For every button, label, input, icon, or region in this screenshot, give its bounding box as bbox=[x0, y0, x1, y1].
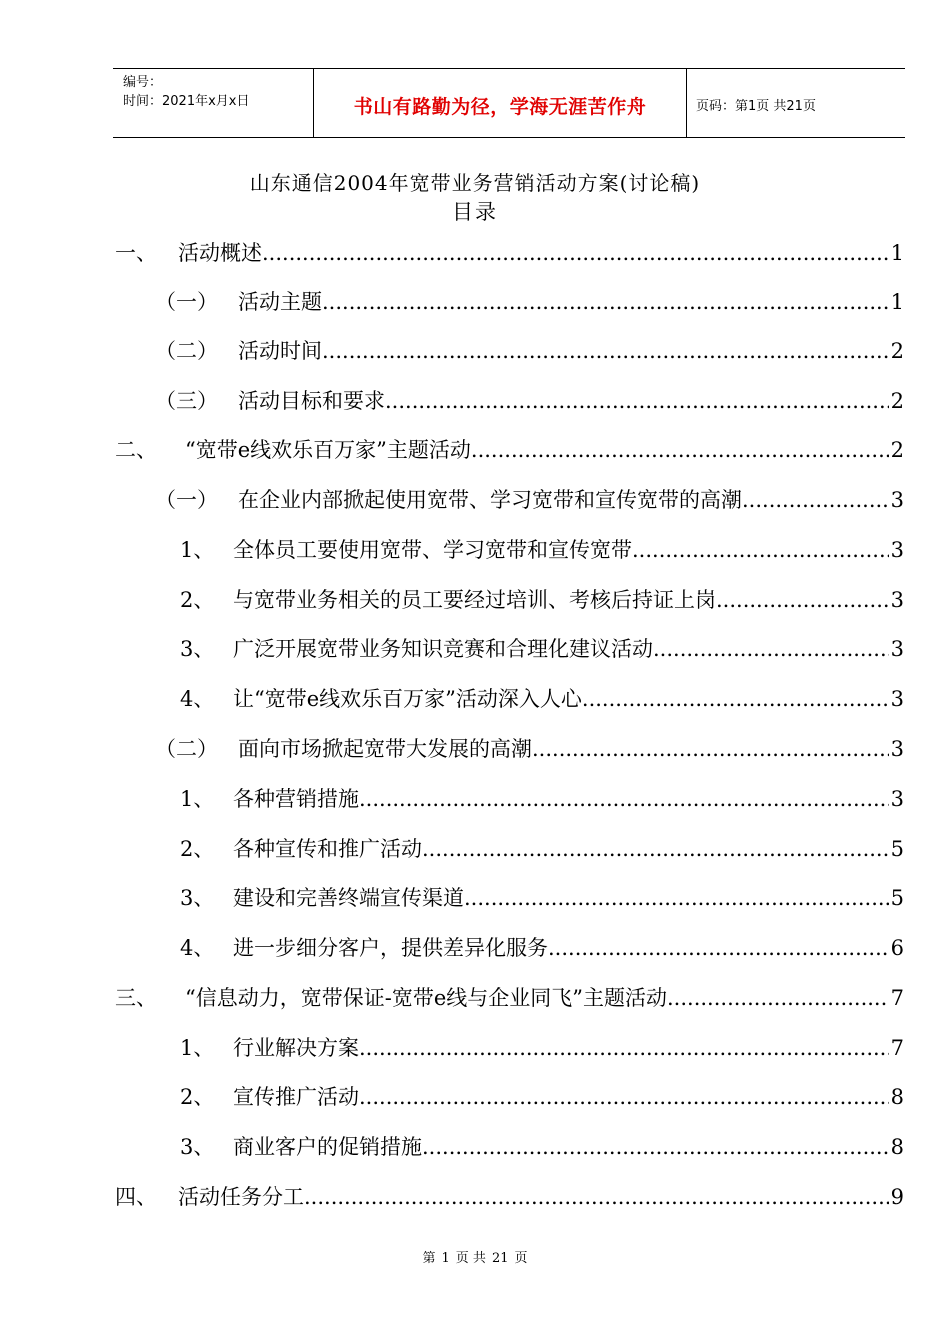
toc-entry-text: 活动目标和要求 bbox=[238, 389, 385, 413]
toc-entry[interactable] bbox=[155, 336, 904, 366]
toc-entry[interactable] bbox=[115, 435, 904, 465]
toc-entry-page: 3 bbox=[890, 488, 904, 512]
toc-leader bbox=[742, 485, 889, 515]
toc-entry-text: 行业解决方案 bbox=[233, 1036, 359, 1060]
toc-entry-text: 与宽带业务相关的员工要经过培训、考核后持证上岗 bbox=[233, 588, 716, 612]
toc-leader bbox=[385, 386, 889, 416]
toc-entry[interactable] bbox=[180, 634, 904, 664]
toc-entry[interactable] bbox=[155, 287, 904, 317]
toc-leader bbox=[262, 238, 889, 268]
toc-leader bbox=[464, 883, 889, 913]
toc-leader bbox=[422, 1132, 889, 1162]
toc-leader bbox=[304, 1182, 889, 1212]
toc-entry-text: 活动概述 bbox=[178, 241, 262, 265]
toc-entry-number: 3、 bbox=[180, 886, 215, 910]
toc-entry-number: 1、 bbox=[180, 1036, 215, 1060]
toc-entry-text: 活动时间 bbox=[238, 339, 322, 363]
toc-entry-text: 让“宽带e线欢乐百万家”活动深入人心 bbox=[233, 687, 582, 711]
toc-leader bbox=[359, 1033, 889, 1063]
toc-entry-number: （三） bbox=[155, 389, 218, 413]
toc-leader bbox=[632, 535, 889, 565]
toc-entry-text: 活动主题 bbox=[238, 290, 322, 314]
toc-entry-page: 3 bbox=[890, 588, 904, 612]
toc-leader bbox=[422, 834, 889, 864]
toc-entry-number: （二） bbox=[155, 339, 218, 363]
toc-leader bbox=[359, 1082, 889, 1112]
toc-entry-number: 3、 bbox=[180, 1135, 215, 1159]
toc-entry-number: 3、 bbox=[180, 637, 215, 661]
toc-entry-number: （二） bbox=[155, 737, 218, 761]
toc-entry[interactable] bbox=[180, 535, 904, 565]
toc-entry-text: 广泛开展宽带业务知识竞赛和合理化建议活动 bbox=[233, 637, 653, 661]
toc-entry[interactable] bbox=[155, 734, 904, 764]
toc-entry-text: 建设和完善终端宣传渠道 bbox=[233, 886, 464, 910]
toc-leader bbox=[359, 784, 889, 814]
toc-entry-page: 7 bbox=[890, 1036, 904, 1060]
toc-entry[interactable] bbox=[115, 1182, 904, 1212]
footer-total-pages: 21 bbox=[491, 1251, 509, 1266]
toc-leader bbox=[548, 933, 889, 963]
toc-entry-number: 2、 bbox=[180, 1085, 215, 1109]
toc-entry[interactable] bbox=[180, 883, 904, 913]
toc-entry-page: 9 bbox=[890, 1185, 904, 1209]
header-motto: 书山有路勤为径，学海无涯苦作舟 bbox=[314, 69, 687, 137]
footer-prefix: 第 bbox=[422, 1251, 436, 1266]
toc-entry-page: 2 bbox=[890, 339, 904, 363]
toc-entry-page: 1 bbox=[890, 290, 904, 314]
toc-entry-page: 1 bbox=[890, 241, 904, 265]
toc-entry-number: 4、 bbox=[180, 687, 215, 711]
toc-entry-number: 4、 bbox=[180, 936, 215, 960]
toc-leader bbox=[322, 336, 889, 366]
toc-entry-page: 3 bbox=[890, 538, 904, 562]
toc-entry[interactable] bbox=[115, 983, 904, 1013]
toc-entry-text: 活动任务分工 bbox=[178, 1185, 304, 1209]
toc-entry-page: 6 bbox=[890, 936, 904, 960]
header-page-info: 页码：第1页 共21页 bbox=[696, 98, 816, 114]
toc-entry[interactable] bbox=[180, 1132, 904, 1162]
header-meta bbox=[113, 69, 314, 137]
toc-entry-page: 3 bbox=[890, 637, 904, 661]
toc-entry[interactable] bbox=[155, 485, 904, 515]
toc-entry-text: “信息动力，宽带保证-宽带e线与企业同飞”主题活动 bbox=[185, 986, 667, 1010]
toc-leader bbox=[582, 684, 889, 714]
toc-entry-page: 3 bbox=[890, 787, 904, 811]
toc-entry-number: 2、 bbox=[180, 588, 215, 612]
toc-entry-number: 三、 bbox=[115, 986, 157, 1010]
toc-title: 目录 bbox=[452, 200, 498, 224]
toc-entry[interactable] bbox=[180, 784, 904, 814]
toc-leader bbox=[471, 435, 889, 465]
toc-entry-number: 四、 bbox=[115, 1185, 157, 1209]
toc-entry[interactable] bbox=[115, 238, 904, 268]
toc-entry-number: 1、 bbox=[180, 538, 215, 562]
toc-entry-text: 各种营销措施 bbox=[233, 787, 359, 811]
toc-entry-text: 进一步细分客户，提供差异化服务 bbox=[233, 936, 548, 960]
toc-leader bbox=[653, 634, 889, 664]
toc-entry-text: 商业客户的促销措施 bbox=[233, 1135, 422, 1159]
toc-entry[interactable] bbox=[155, 386, 904, 416]
page-header bbox=[113, 68, 905, 138]
toc-entry-text: 各种宣传和推广活动 bbox=[233, 837, 422, 861]
toc-entry-text: 面向市场掀起宽带大发展的高潮 bbox=[238, 737, 532, 761]
footer-current-page: 1 bbox=[441, 1251, 450, 1266]
footer-mid: 页 共 bbox=[455, 1251, 486, 1266]
toc-leader bbox=[716, 585, 889, 615]
toc-entry-number: （一） bbox=[155, 290, 218, 314]
toc-entry-number: （一） bbox=[155, 488, 218, 512]
toc-entry-page: 3 bbox=[890, 737, 904, 761]
footer-suffix: 页 bbox=[514, 1251, 528, 1266]
toc-leader bbox=[322, 287, 889, 317]
document-title: 山东通信2004年宽带业务营销活动方案(讨论稿) bbox=[249, 171, 701, 195]
page-footer bbox=[0, 1247, 950, 1266]
header-time: 时间：2021年x月x日 bbox=[123, 94, 250, 109]
toc-entry-number: 二、 bbox=[115, 438, 157, 462]
toc-entry-page: 2 bbox=[890, 438, 904, 462]
toc-entry-page: 8 bbox=[890, 1085, 904, 1109]
toc-entry[interactable] bbox=[180, 834, 904, 864]
toc-leader bbox=[667, 983, 889, 1013]
toc-entry-text: 在企业内部掀起使用宽带、学习宽带和宣传宽带的高潮 bbox=[238, 488, 742, 512]
toc-entry[interactable] bbox=[180, 1082, 904, 1112]
toc-entry-number: 2、 bbox=[180, 837, 215, 861]
toc-entry[interactable] bbox=[180, 684, 904, 714]
toc-entry[interactable] bbox=[180, 933, 904, 963]
toc-entry-page: 7 bbox=[890, 986, 904, 1010]
toc-entry-page: 3 bbox=[890, 687, 904, 711]
toc-leader bbox=[532, 734, 889, 764]
toc-entry-page: 8 bbox=[890, 1135, 904, 1159]
toc-entry-page: 5 bbox=[890, 886, 904, 910]
toc-entry-text: 宣传推广活动 bbox=[233, 1085, 359, 1109]
toc-entry-number: 1、 bbox=[180, 787, 215, 811]
toc-entry-page: 2 bbox=[890, 389, 904, 413]
toc-entry-page: 5 bbox=[890, 837, 904, 861]
header-number: 编号： bbox=[123, 75, 163, 90]
toc-entry-text: 全体员工要使用宽带、学习宽带和宣传宽带 bbox=[233, 538, 632, 562]
toc-entry-text: “宽带e线欢乐百万家”主题活动 bbox=[185, 438, 471, 462]
toc-entry[interactable] bbox=[180, 585, 904, 615]
toc-entry[interactable] bbox=[180, 1033, 904, 1063]
toc-entry-number: 一、 bbox=[115, 241, 157, 265]
